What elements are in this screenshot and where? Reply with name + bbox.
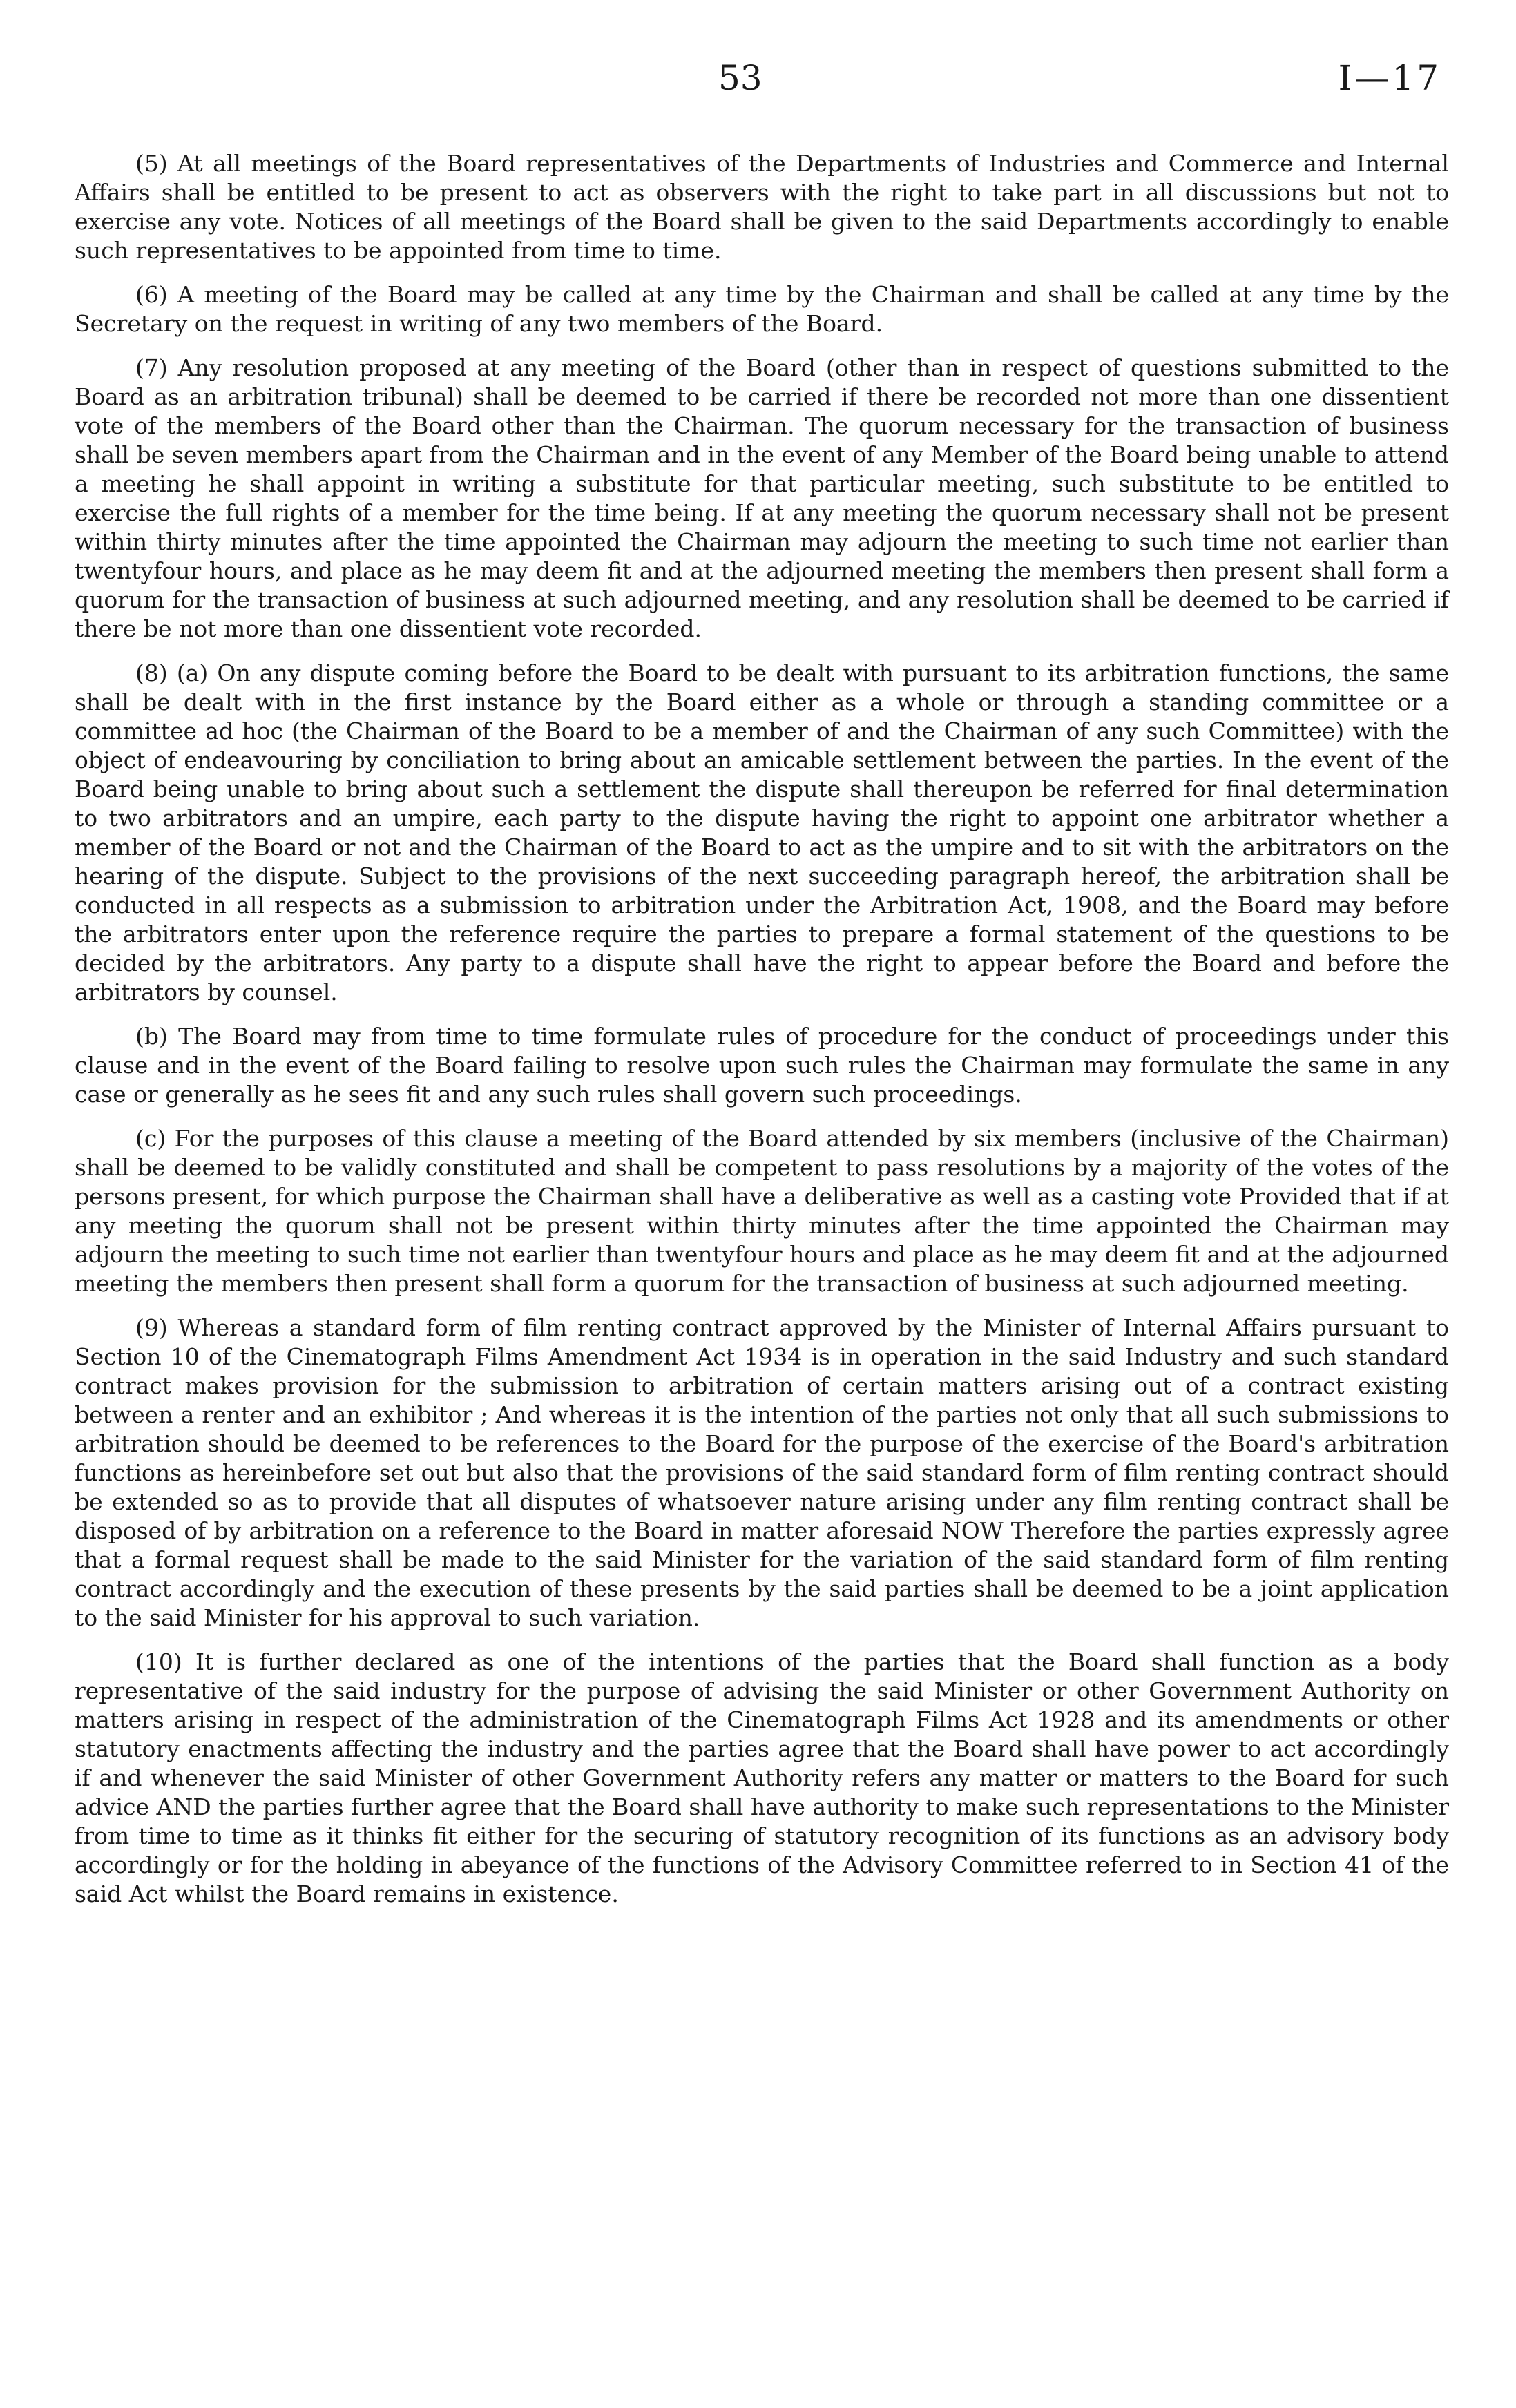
paragraph-9-film-renting-contract: (9) Whereas a standard form of film renting contract approved by the Minister of Internal Affairs pursuant to Section 10 of the Cinematograph Films Amendment Act 1934 is in operation in the said Industry and such standard contract makes provision for the submission to arbitration of certain matters arising out of a contract existing between a renter and an exhibitor ; And whereas it is the intention of the parties not only that all such submissions to arbitration should be deemed to be references to the Board for the purpose of the exercise of the Board's arbitration functions as hereinbefore set out but also that the provisions of the said standard form of film renting contract should be extended so as to provide that all disputes of whatsoever nature arising under any film renting contract shall be disposed of by arbitration on a reference to the Board in matter aforesaid NOW Therefore the parties expressly agree that a formal request shall be made to the said Minister for the variation of the said standard form of film renting contract accordingly and the execution of these presents by the said parties shall be deemed to be a joint application to the said Minister for his approval to such variation. [75,1314,1449,1631]
paragraph-5-observers: (5) At all meetings of the Board representatives of the Departments of Industries and Commerce and Internal Affairs shall be entitled to be present to act as observers with the right to take part in all discussions but not to exercise any vote. Notices of all meetings of the Board shall be given to the said Departments accordingly to enable such representatives to be appointed from time to time. [75,150,1449,264]
paragraph-7-resolutions-quorum: (7) Any resolution proposed at any meeting of the Board (other than in respect of questions submitted to the Board as an arbitration tribunal) shall be deemed to be carried if there be recorded not more than one dissentient vote of the members of the Board other than the Chairman. The quorum necessary for the transaction of business shall be seven members apart from the Chairman and in the event of any Member of the Board being unable to attend a meeting he shall appoint in writing a substitute for that particular meeting, such substitute to be entitled to exercise the full rights of a member for the time being. If at any meeting the quorum necessary shall not be present within thirty minutes after the time appointed the Chairman may adjourn the meeting to such time not earlier than twentyfour hours, and place as he may deem fit and at the adjourned meeting the members then present shall form a quorum for the transaction of business at such adjourned meeting, and any resolution shall be deemed to be carried if there be not more than one dissentient vote recorded. [75,354,1449,642]
page-header [0,58,1516,113]
paragraph-8b-rules-of-procedure: (b) The Board may from time to time formulate rules of procedure for the conduct of proceedings under this clause and in the event of the Board failing to resolve upon such rules the Chairman may formulate the same in any case or generally as he sees fit and any such rules shall govern such proceedings. [75,1023,1449,1108]
paragraph-10-advisory-function: (10) It is further declared as one of the intentions of the parties that the Board shall function as a body representative of the said industry for the purpose of advising the said Minister or other Government Authority on matters arising in respect of the administration of the Cinematograph Films Act 1928 and its amendments or other statutory enactments affecting the industry and the parties agree that the Board shall have power to act accordingly if and whenever the said Minister of other Government Authority refers any matter or matters to the Board for such advice AND the parties further agree that the Board shall have authority to make such representations to the Minister from time to time as it thinks fit either for the securing of statutory recognition of its functions as an advisory body accordingly or for the holding in abeyance of the functions of the Advisory Committee referred to in Section 41 of the said Act whilst the Board remains in existence. [75,1648,1450,1907]
paragraph-6-calling-meetings: (6) A meeting of the Board may be called at any time by the Chairman and shall be called at any time by the Secretary on the request in writing of any two members of the Board. [75,281,1449,337]
document-reference: I—17 [1338,58,1441,98]
page-number: 53 [718,58,762,98]
paragraph-8c-valid-meeting: (c) For the purposes of this clause a meeting of the Board attended by six members (inclusive of the Chairman) shall be deemed to be validly constituted and shall be competent to pass resolutions by a majority of the votes of the persons present, for which purpose the Chairman shall have a deliberative as well as a casting vote Provided that if at any meeting the quorum shall not be present within thirty minutes after the time appointed the Chairman may adjourn the meeting to such time not earlier than twentyfour hours and place as he may deem fit and at the adjourned meeting the members then present shall form a quorum for the transaction of business at such adjourned meeting. [75,1125,1449,1297]
document-body [75,149,1449,1924]
paragraph-8a-disputes: (8) (a) On any dispute coming before the Board to be dealt with pursuant to its arbitration functions, the same shall be dealt with in the first instance by the Board either as a whole or through a standing committee or a committee ad hoc (the Chairman of the Board to be a member of and the Chairman of any such Committee) with the object of endeavouring by conciliation to bring about an amicable settlement between the parties. In the event of the Board being unable to bring about such a settlement the dispute shall thereupon be referred for final determination to two arbitrators and an umpire, each party to the dispute having the right to appoint one arbitrator whether a member of the Board or not and the Chairman of the Board to act as the umpire and to sit with the arbitrators on the hearing of the dispute. Subject to the provisions of the next succeeding paragraph hereof, the arbitration shall be conducted in all respects as a submission to arbitration under the Arbitration Act, 1908, and the Board may before the arbitrators enter upon the reference require the parties to prepare a formal statement of the questions to be decided by the arbitrators. Any party to a dispute shall have the right to appear before the Board and before the arbitrators by counsel. [75,659,1449,1005]
